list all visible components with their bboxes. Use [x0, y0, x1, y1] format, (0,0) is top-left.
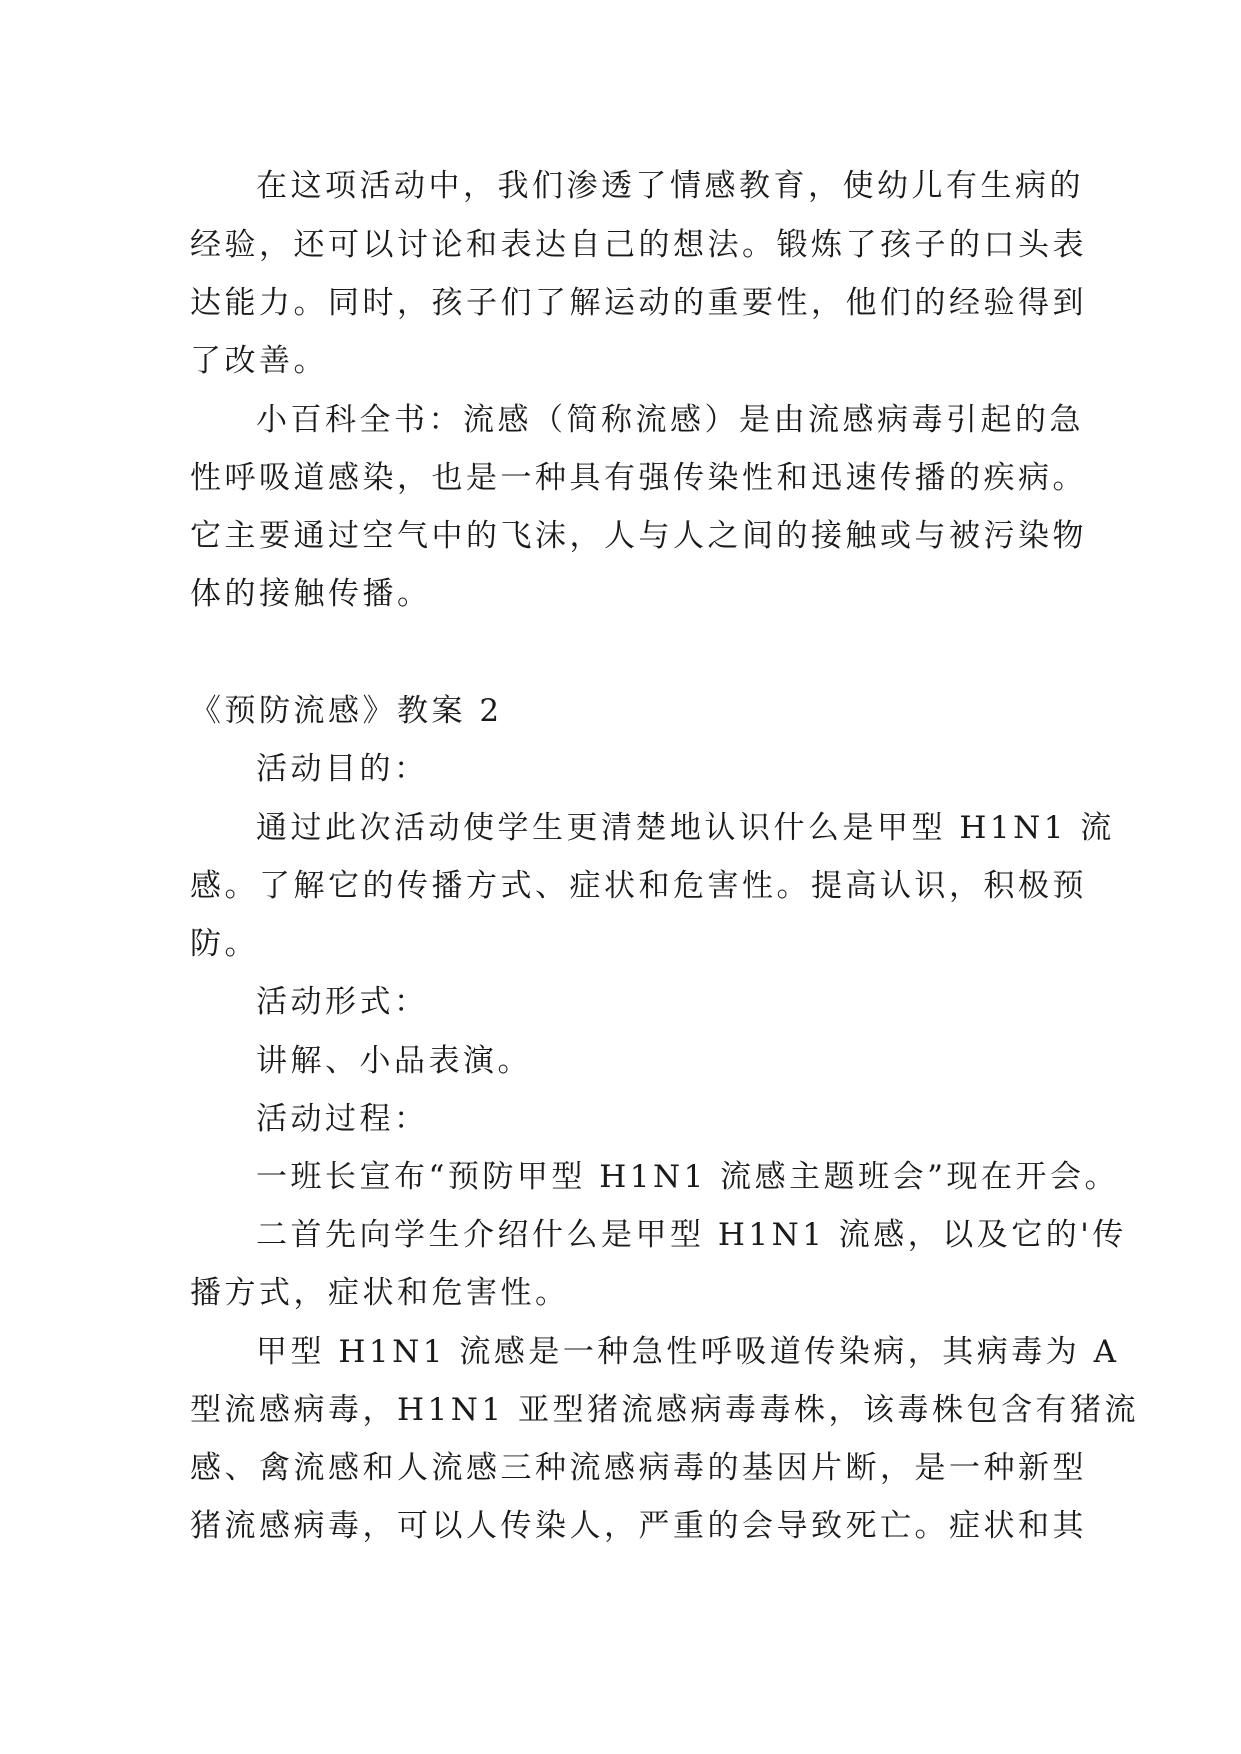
- paragraph-line: 达能力。同时，孩子们了解运动的重要性，他们的经验得到: [190, 285, 1087, 321]
- paragraph-line: 感、禽流感和人流感三种流感病毒的基因片断，是一种新型: [190, 1450, 1087, 1486]
- paragraph-line: 猪流感病毒，可以人传染人，严重的会导致死亡。症状和其: [190, 1508, 1087, 1544]
- paragraph-line: 经验，还可以讨论和表达自己的想法。锻炼了孩子的口头表: [190, 227, 1087, 263]
- paragraph-line: 甲型 H1N1 流感是一种急性呼吸道传染病，其病毒为 A: [256, 1334, 1120, 1370]
- paragraph-line: 小百科全书：流感（简称流感）是由流感病毒引起的急: [256, 402, 1084, 438]
- paragraph-line: 体的接触传播。: [190, 576, 432, 612]
- paragraph-line: 播方式，症状和危害性。: [190, 1275, 570, 1311]
- heading-activity-goal: 活动目的：: [256, 751, 429, 787]
- paragraph-line: 性呼吸道感染，也是一种具有强传染性和迅速传播的疾病。: [190, 460, 1087, 496]
- paragraph-line: 一班长宣布“预防甲型 H1N1 流感主题班会”现在开会。: [256, 1159, 1120, 1195]
- paragraph-line: 感。了解它的传播方式、症状和危害性。提高认识，积极预: [190, 868, 1087, 904]
- paragraph-line: 型流感病毒，H1N1 亚型猪流感病毒毒株，该毒株包含有猪流: [190, 1392, 1139, 1428]
- heading-activity-form: 活动形式：: [256, 984, 429, 1020]
- paragraph-line: 在这项活动中，我们渗透了情感教育，使幼儿有生病的: [256, 168, 1084, 204]
- paragraph-line: 通过此次活动使学生更清楚地认识什么是甲型 H1N1 流: [256, 810, 1115, 846]
- section-title: 《预防流感》教案 2: [190, 693, 503, 729]
- heading-activity-process: 活动过程：: [256, 1101, 429, 1137]
- paragraph-line: 防。: [190, 926, 259, 962]
- paragraph-line: 它主要通过空气中的飞沫，人与人之间的接触或与被污染物: [190, 518, 1087, 554]
- paragraph-line: 讲解、小品表演。: [256, 1043, 532, 1079]
- paragraph-line: 了改善。: [190, 343, 328, 379]
- paragraph-line: 二首先向学生介绍什么是甲型 H1N1 流感，以及它的'传: [256, 1217, 1127, 1253]
